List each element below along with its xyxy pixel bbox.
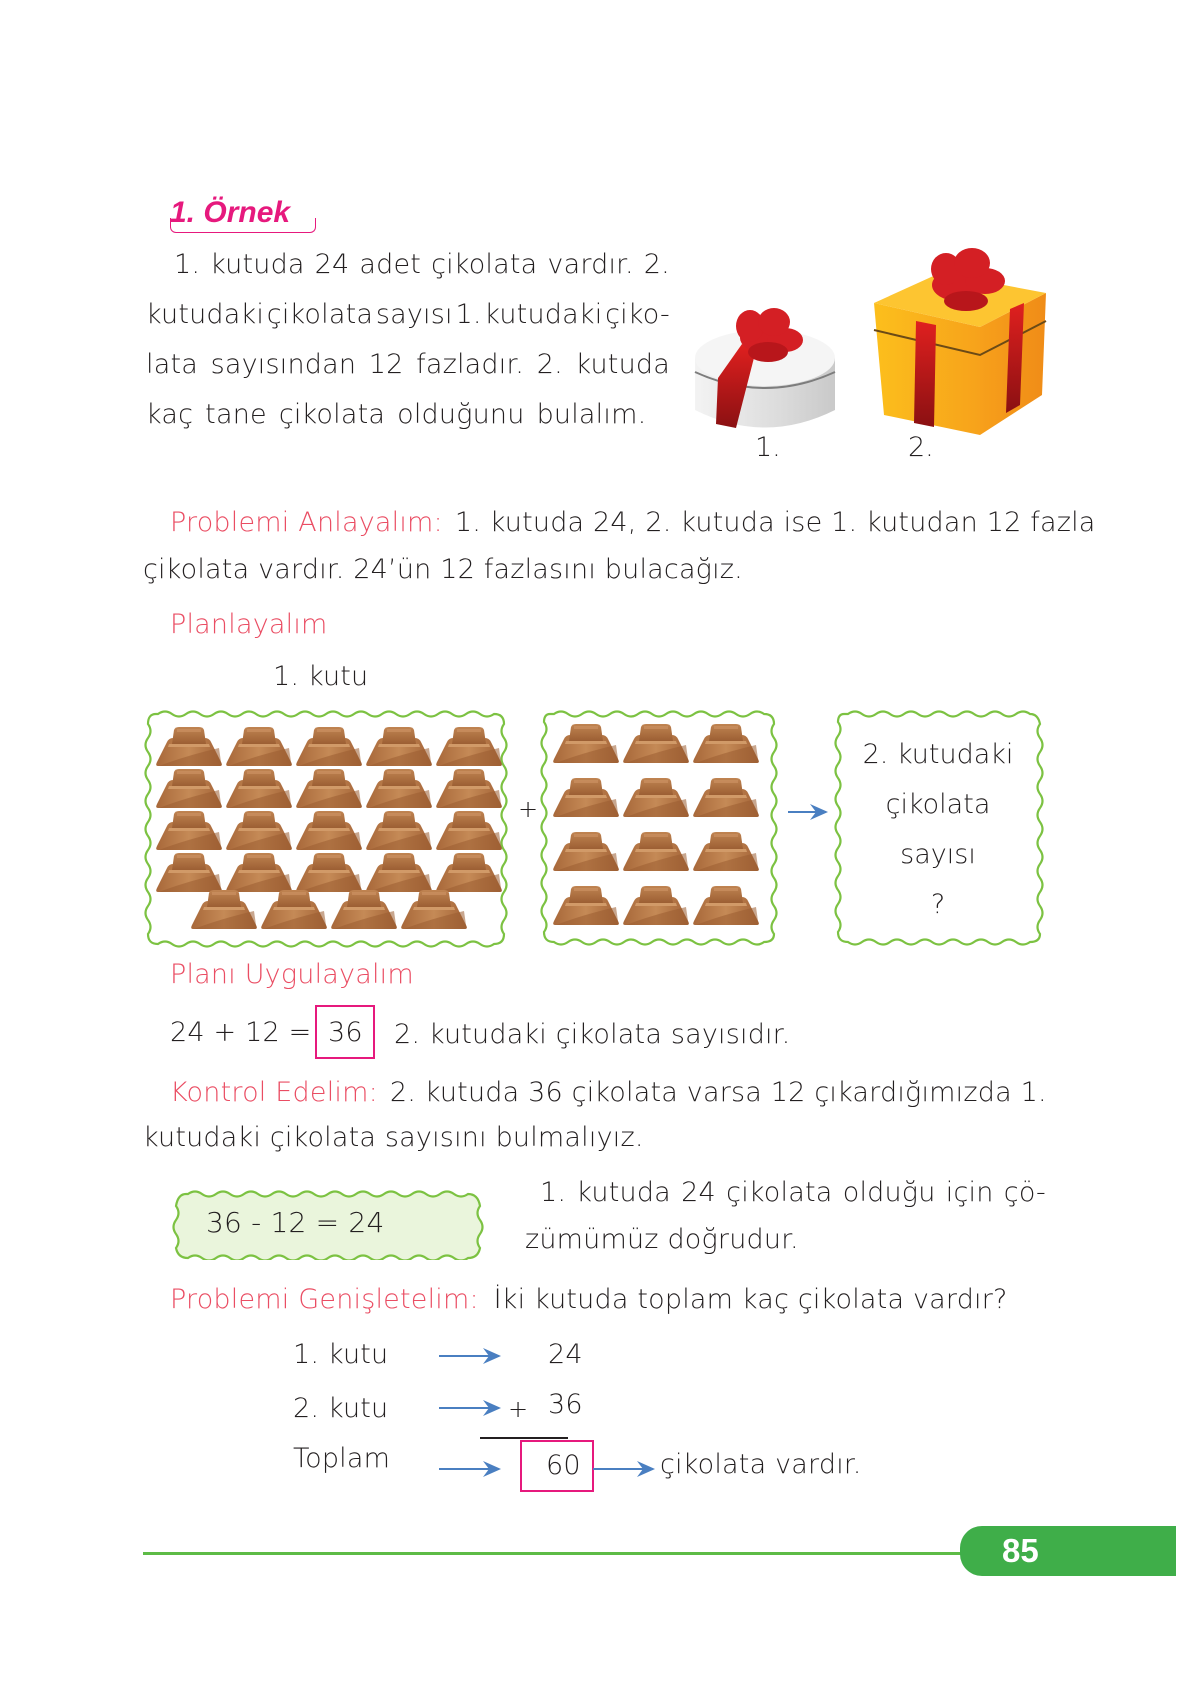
result-box-text [842, 730, 1034, 930]
chocolate-icon [155, 726, 223, 768]
intro-line-1 [146, 240, 670, 290]
chocolate-icon [295, 852, 363, 894]
chocolate-icon [365, 768, 433, 810]
word: 1. [455, 299, 482, 330]
chocolate-icon [225, 810, 293, 852]
heading-underline-bracket [170, 218, 316, 233]
round-gift-box-icon [690, 300, 840, 440]
arrow-right-icon [437, 1461, 507, 1477]
chocolate-icon [365, 810, 433, 852]
plus-sign: + [518, 795, 539, 823]
extend-row-3-label: Toplam [293, 1443, 391, 1474]
check-note-line-2: zümümüz doğrudur. [525, 1224, 799, 1255]
chocolate-icon [260, 889, 328, 931]
extend-row-1-value: 24 [548, 1339, 583, 1370]
word: olduğunu [397, 399, 525, 430]
arrow-right-icon [437, 1348, 507, 1364]
box1-chocolates [155, 726, 503, 894]
check-line-2: kutudaki çikolata sayısını bulmalıyız. [143, 1122, 644, 1153]
chocolate-icon [295, 768, 363, 810]
footer-line [143, 1552, 973, 1555]
arrow-right-icon [591, 1461, 661, 1477]
chocolate-icon [365, 852, 433, 894]
apply-equation-result: 36 [328, 1017, 363, 1048]
chocolate-icon [552, 831, 620, 873]
word: kutudaki [484, 299, 603, 330]
sum-line [480, 1437, 568, 1439]
check-line-1 [170, 1068, 1046, 1118]
chocolate-icon [435, 852, 503, 894]
apply-equation-note: 2. kutudaki çikolata sayısıdır. [394, 1019, 791, 1050]
chocolate-icon [155, 810, 223, 852]
extend-plus-sign: + [508, 1395, 529, 1423]
example-heading: 1. Örnek [170, 196, 291, 229]
chocolate-icon [365, 726, 433, 768]
check-label: Kontrol Edelim: [170, 1077, 378, 1108]
extend-row-2-label: 2. kutu [293, 1393, 389, 1424]
apply-label: Planı Uygulayalım [170, 959, 414, 990]
chocolate-icon [225, 852, 293, 894]
page-number: 85 [1002, 1532, 1039, 1569]
gift-1-label: 1. [755, 432, 781, 463]
chocolate-icon [692, 831, 760, 873]
word: bulalım. [536, 399, 647, 430]
word: çikolata [431, 249, 538, 280]
understand-label: Problemi Anlayalım: [170, 507, 443, 538]
intro-line-4 [146, 390, 670, 440]
arrow-right-icon [786, 804, 834, 820]
chocolate-icon [692, 777, 760, 819]
chocolate-icon [622, 777, 690, 819]
result-line: sayısı [900, 839, 976, 870]
understand-line-2: çikolata vardır. 24’ün 12 fazlasını bulacağız. [143, 554, 743, 585]
chocolate-icon [435, 768, 503, 810]
word: 1. [174, 249, 201, 280]
word: vardır. [547, 249, 634, 280]
word: sayısından [210, 349, 357, 380]
box1-chocolates-last-row [190, 889, 468, 931]
check-equation: 36 - 12 = 24 [206, 1206, 385, 1239]
chocolate-icon [435, 726, 503, 768]
word: fazladır. [416, 349, 525, 380]
word: kaç [146, 399, 194, 430]
chocolate-icon [400, 889, 468, 931]
chocolate-icon [692, 723, 760, 765]
intro-line-2 [146, 290, 670, 340]
word: çiko- [605, 299, 670, 330]
chocolate-icon [552, 885, 620, 927]
arrow-right-icon [437, 1400, 507, 1416]
chocolate-icon [622, 831, 690, 873]
chocolate-icon [225, 768, 293, 810]
word: kutudaki [146, 299, 265, 330]
chocolate-icon [155, 768, 223, 810]
word: çikolata [266, 299, 374, 330]
extend-line [170, 1275, 1008, 1325]
word: 12 [368, 349, 404, 380]
word: 24 [314, 249, 350, 280]
chocolate-icon [552, 723, 620, 765]
page-number-tab [960, 1526, 1176, 1576]
chocolate-icon [622, 723, 690, 765]
result-question-mark: ? [930, 889, 946, 920]
extend-row-2-value: 36 [548, 1389, 583, 1420]
result-line: 2. kutudaki [862, 739, 1014, 770]
chocolate-icon [622, 885, 690, 927]
check-text: 2. kutuda 36 çikolata varsa 12 çıkardığımızda 1. [389, 1077, 1047, 1108]
result-line: çikolata [885, 789, 991, 820]
intro-line-3 [146, 340, 670, 390]
word: sayısı [375, 299, 453, 330]
word: lata [146, 349, 198, 380]
chocolate-icon [190, 889, 258, 931]
chocolate-icon [155, 852, 223, 894]
cube-gift-box-icon [870, 245, 1050, 440]
box2-chocolates [552, 723, 760, 927]
understand-text: 1. kutuda 24, 2. kutuda ise 1. kutudan 12 fazla [454, 507, 1096, 538]
gift-2-label: 2. [908, 432, 934, 463]
extend-question: İki kutuda toplam kaç çikolata vardır? [493, 1284, 1008, 1315]
word: 2. [536, 349, 563, 380]
chocolate-icon [225, 726, 293, 768]
word: çikolata [278, 399, 386, 430]
chocolate-icon [552, 777, 620, 819]
word: tane [205, 399, 267, 430]
plan-label: Planlayalım [170, 609, 328, 640]
chocolate-icon [692, 885, 760, 927]
intro-paragraph [146, 240, 670, 440]
check-note-line-1: 1. kutuda 24 çikolata olduğu için çö- [540, 1177, 1046, 1208]
word: adet [359, 249, 422, 280]
chocolate-icon [295, 810, 363, 852]
box1-label: 1. kutu [273, 661, 369, 692]
word: 2. [643, 249, 670, 280]
understand-line-1 [170, 498, 1096, 548]
word: kutuda [575, 349, 670, 380]
chocolate-icon [295, 726, 363, 768]
extend-total-note: çikolata vardır. [660, 1449, 862, 1480]
chocolate-icon [435, 810, 503, 852]
extend-row-1-label: 1. kutu [293, 1339, 389, 1370]
word: kutuda [210, 249, 305, 280]
extend-total-value: 60 [546, 1450, 581, 1481]
chocolate-icon [330, 889, 398, 931]
extend-label: Problemi Genişletelim: [170, 1284, 479, 1315]
apply-equation-left: 24 + 12 = [170, 1017, 312, 1048]
